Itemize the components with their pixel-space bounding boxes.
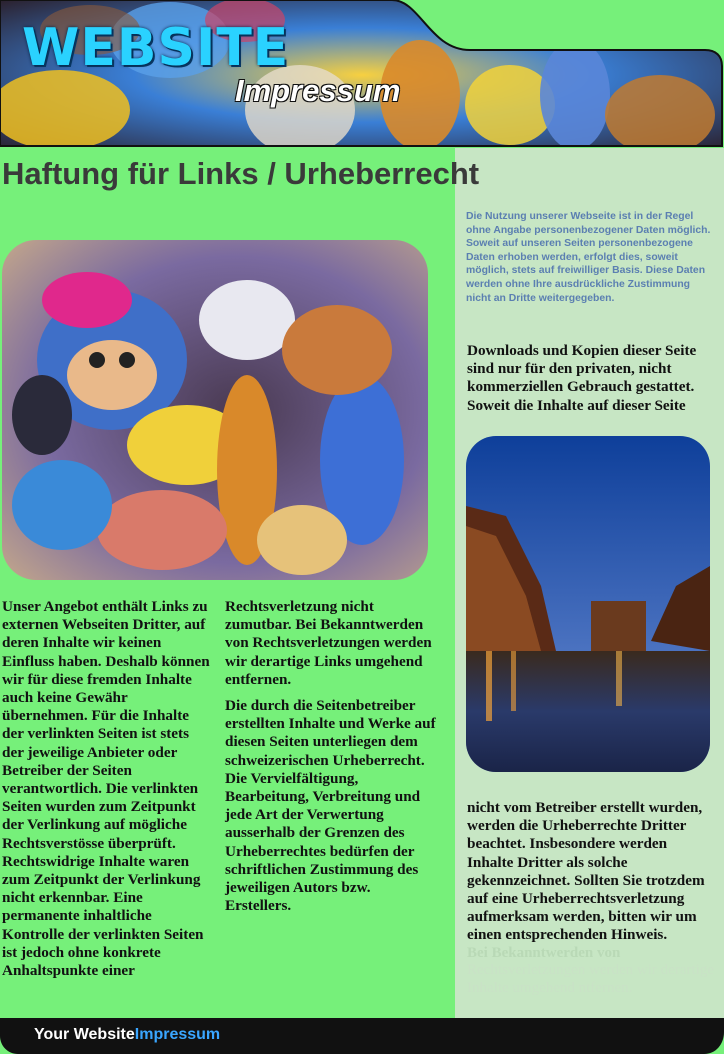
faded-bold-text: Bei Bekanntwerden von [467, 944, 621, 961]
footer-website-label: Your Website [34, 1026, 135, 1043]
balloons-photo [2, 240, 428, 580]
header-banner [0, 0, 724, 150]
city-canal-photo [466, 436, 710, 772]
site-logo[interactable]: WEBSITE [22, 18, 290, 78]
faded-overflow-text [467, 945, 717, 998]
privacy-note: Die Nutzung unserer Webseite ist in der Regel ohne Angabe personenbezogener Daten möglich. Soweit auf unseren Seiten personenbezogene Daten erhoben werden, erfolgt dies, soweit möglich, stets auf freiwilliger Basis. Diese Daten werden ohne Ihre ausdrückliche Zustimmung nicht an Dritte weitergegeben. [466, 211, 711, 304]
copyright-column [225, 598, 440, 915]
footer-link[interactable] [34, 1026, 220, 1044]
page-title: Haftung für Links / Urheberrecht [2, 156, 480, 191]
third-party-column [467, 799, 717, 997]
header-subtitle: Impressum [235, 73, 401, 108]
downloads-text: Downloads und Kopien dieser Seite sind nur für den privaten, nicht kommerziellen Gebrauch gestattet. Soweit die Inhalte auf dieser Seite [467, 342, 697, 414]
links-removal-text: Rechtsverletzung nicht zumutbar. Bei Bekanntwerden von Rechtsverletzungen werden wir derartige Links umgehend entfernen. [225, 598, 432, 688]
faded-body-text: Rechtsverletzungen werden wir derartige Inhalte umgehend ntfernen. [467, 962, 714, 996]
third-party-copyright-text: nicht vom Betreiber erstellt wurden, werden die Urheberrechte Dritter beachtet. Insbesondere werden Inhalte Dritter als solche gekennzeichnet. Sollten Sie trotzdem auf eine Urheberrechtsverletzung aufmerksam werden, bitten wir um einen entsprechenden Hinweis. [467, 799, 705, 944]
copyright-text: Die durch die Seitenbetreiber erstellten Inhalte und Werke auf diesen Seiten unterliegen dem schweizerischen Urheberrecht. Die Vervielfältigung, Bearbeitung, Verbreitung und jede Art der Verwertung ausserhalb der Grenzen des Urheberrechtes bedürfen der schriftlichen Zustimmung des jeweiligen Autors bzw. Erstellers. [225, 697, 436, 915]
footer-impressum-label: Impressum [134, 1026, 221, 1043]
links-liability-text: Unser Angebot enthält Links zu externen Webseiten Dritter, auf deren Inhalte wir keinen Einfluss haben. Deshalb können wir für diese fremden Inhalte auch keine Gewähr übernehmen. Für die Inhalte der verlinkten Seiten ist stets der jeweilige Anbieter oder Betreiber der Seiten verantwortlich. Die verlinkten Seiten wurden zum Zeitpunkt der Verlinkung auf mögliche Rechtsverstösse überprüft. Rechtswidrige Inhalte waren zum Zeitpunkt der Verlinkung nicht erkennbar. Eine permanente inhaltliche Kontrolle der verlinkten Seiten ist jedoch ohne konkrete Anhaltspunkte einer [2, 598, 210, 980]
